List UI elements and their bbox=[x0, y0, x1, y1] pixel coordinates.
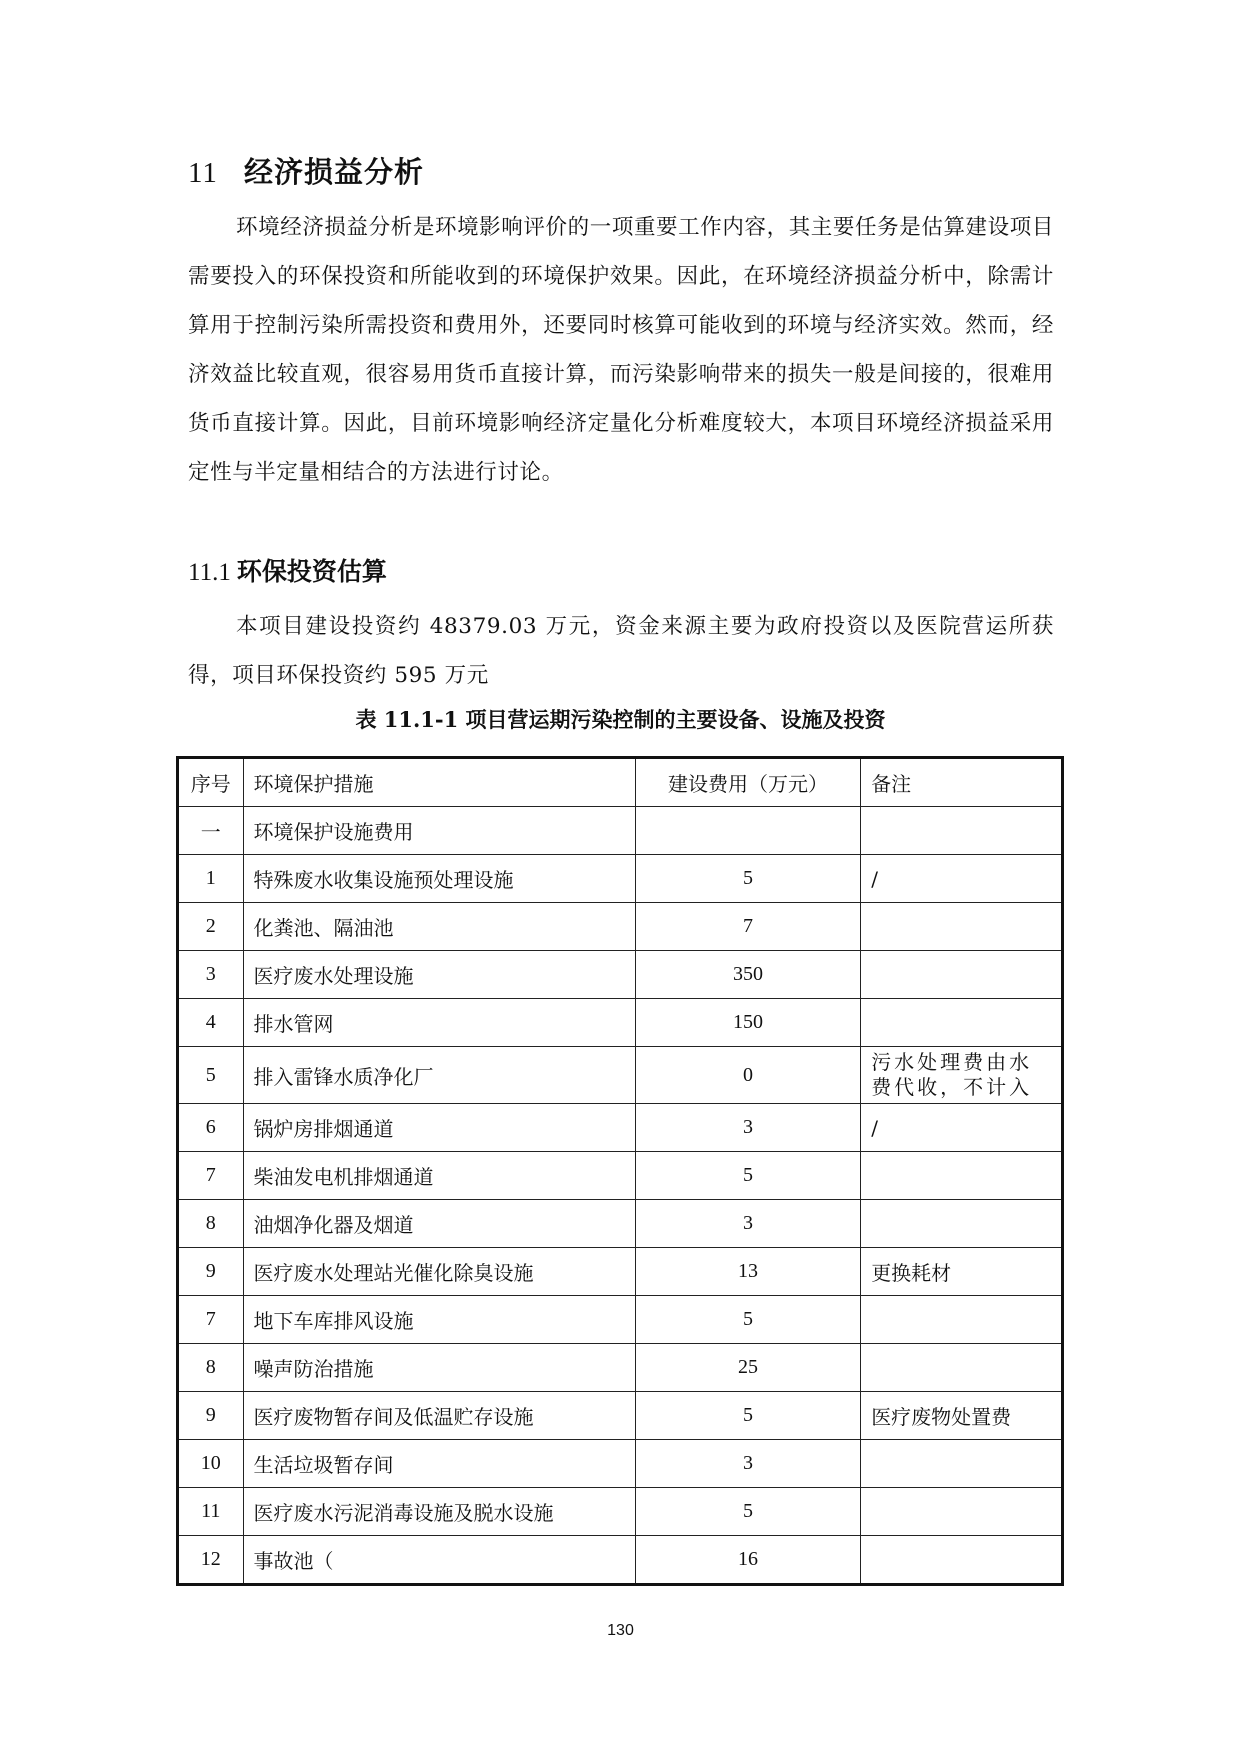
table-row bbox=[178, 807, 1063, 855]
cell-note: / bbox=[861, 1104, 1063, 1152]
investment-paragraph: 本项目建设投资约 48379.03 万元，资金来源主要为政府投资以及医院营运所获得，项目环保投资约 595 万元 bbox=[188, 614, 1054, 688]
header-cost: 建设费用（万元） bbox=[635, 758, 860, 807]
cell-cost: 25 bbox=[635, 1344, 860, 1392]
table-row bbox=[178, 855, 1063, 903]
cell-note bbox=[861, 951, 1063, 999]
table-row bbox=[178, 951, 1063, 999]
cell-cost: 5 bbox=[635, 1392, 860, 1440]
header-note: 备注 bbox=[861, 758, 1063, 807]
cell-index: 9 bbox=[178, 1248, 244, 1296]
cell-cost: 5 bbox=[635, 1296, 860, 1344]
cell-note bbox=[861, 1200, 1063, 1248]
cell-measure: 事故池（ bbox=[243, 1536, 635, 1585]
investment-table bbox=[176, 756, 1064, 1586]
cell-index: 8 bbox=[178, 1200, 244, 1248]
header-measure: 环境保护措施 bbox=[243, 758, 635, 807]
cell-cost: 3 bbox=[635, 1440, 860, 1488]
chapter-number: 11 bbox=[188, 157, 218, 189]
intro-paragraph: 环境经济损益分析是环境影响评价的一项重要工作内容，其主要任务是估算建设项目需要投入的环保投资和所能收到的环境保护效果。因此，在环境经济损益分析中，除需计算用于控制污染所需投资和费用外，还要同时核算可能收到的环境与经济实效。然而，经济效益比较直观，很容易用货币直接计算，而污染影响带来的损失一般是间接的，很难用货币直接计算。因此，目前环境影响经济定量化分析难度较大，本项目环境经济损益采用定性与半定量相结合的方法进行讨论。 bbox=[188, 215, 1054, 485]
table-header-row bbox=[178, 758, 1063, 807]
cell-note: 污水处理费由水费代收，不计入 bbox=[861, 1047, 1063, 1104]
cell-measure: 排入雷锋水质净化厂 bbox=[243, 1047, 635, 1104]
table-row bbox=[178, 1047, 1063, 1104]
cell-index: 8 bbox=[178, 1344, 244, 1392]
chapter-title: 经济损益分析 bbox=[243, 155, 424, 189]
cell-cost: 16 bbox=[635, 1536, 860, 1585]
cell-cost: 0 bbox=[635, 1047, 860, 1104]
cell-measure: 锅炉房排烟通道 bbox=[243, 1104, 635, 1152]
table-body bbox=[178, 807, 1063, 1585]
cell-cost: 3 bbox=[635, 1104, 860, 1152]
cell-index: 1 bbox=[178, 855, 244, 903]
cell-note bbox=[861, 1296, 1063, 1344]
cell-measure: 医疗废水污泥消毒设施及脱水设施 bbox=[243, 1488, 635, 1536]
table-row bbox=[178, 1104, 1063, 1152]
table-row bbox=[178, 1344, 1063, 1392]
cell-cost: 350 bbox=[635, 951, 860, 999]
cell-note bbox=[861, 807, 1063, 855]
cell-note bbox=[861, 999, 1063, 1047]
header-index: 序号 bbox=[178, 758, 244, 807]
cell-index: 4 bbox=[178, 999, 244, 1047]
cell-cost: 3 bbox=[635, 1200, 860, 1248]
table-row bbox=[178, 1248, 1063, 1296]
cell-cost: 150 bbox=[635, 999, 860, 1047]
section-heading bbox=[188, 552, 387, 588]
table-row bbox=[178, 1152, 1063, 1200]
table-row bbox=[178, 999, 1063, 1047]
cell-note bbox=[861, 903, 1063, 951]
cell-index: 9 bbox=[178, 1392, 244, 1440]
table-row bbox=[178, 1392, 1063, 1440]
cell-measure: 医疗废水处理站光催化除臭设施 bbox=[243, 1248, 635, 1296]
cell-measure: 特殊废水收集设施预处理设施 bbox=[243, 855, 635, 903]
table-row bbox=[178, 903, 1063, 951]
cell-index: 7 bbox=[178, 1152, 244, 1200]
cell-index: 11 bbox=[178, 1488, 244, 1536]
cell-measure: 地下车库排风设施 bbox=[243, 1296, 635, 1344]
section-number: 11.1 bbox=[188, 559, 231, 586]
cell-index: 2 bbox=[178, 903, 244, 951]
cell-measure: 环境保护设施费用 bbox=[243, 807, 635, 855]
cell-index: 3 bbox=[178, 951, 244, 999]
cell-index: 6 bbox=[178, 1104, 244, 1152]
table-row bbox=[178, 1488, 1063, 1536]
cell-measure: 医疗废物暂存间及低温贮存设施 bbox=[243, 1392, 635, 1440]
cell-cost: 5 bbox=[635, 1152, 860, 1200]
cell-index: 12 bbox=[178, 1536, 244, 1585]
cell-measure: 排水管网 bbox=[243, 999, 635, 1047]
cell-index: 10 bbox=[178, 1440, 244, 1488]
cell-index: 7 bbox=[178, 1296, 244, 1344]
page-number: 130 bbox=[607, 1622, 634, 1639]
cell-index: 一 bbox=[178, 807, 244, 855]
table-row bbox=[178, 1200, 1063, 1248]
cell-cost: 13 bbox=[635, 1248, 860, 1296]
cell-cost: 7 bbox=[635, 903, 860, 951]
cell-note bbox=[861, 1440, 1063, 1488]
cell-note bbox=[861, 1536, 1063, 1585]
cell-measure: 油烟净化器及烟道 bbox=[243, 1200, 635, 1248]
cell-note: / bbox=[861, 855, 1063, 903]
cell-note bbox=[861, 1488, 1063, 1536]
table-row bbox=[178, 1536, 1063, 1585]
cell-measure: 化粪池、隔油池 bbox=[243, 903, 635, 951]
cell-measure: 柴油发电机排烟通道 bbox=[243, 1152, 635, 1200]
chapter-heading bbox=[188, 150, 424, 191]
cell-cost: 5 bbox=[635, 1488, 860, 1536]
cell-note: 更换耗材 bbox=[861, 1248, 1063, 1296]
table-caption: 表 11.1-1 项目营运期污染控制的主要设备、设施及投资 bbox=[355, 707, 886, 732]
cell-measure: 生活垃圾暂存间 bbox=[243, 1440, 635, 1488]
table-row bbox=[178, 1440, 1063, 1488]
cell-cost bbox=[635, 807, 860, 855]
cell-note bbox=[861, 1344, 1063, 1392]
cell-cost: 5 bbox=[635, 855, 860, 903]
cell-note bbox=[861, 1152, 1063, 1200]
cell-measure: 噪声防治措施 bbox=[243, 1344, 635, 1392]
cell-note: 医疗废物处置费 bbox=[861, 1392, 1063, 1440]
cell-index: 5 bbox=[178, 1047, 244, 1104]
table-row bbox=[178, 1296, 1063, 1344]
cell-measure: 医疗废水处理设施 bbox=[243, 951, 635, 999]
section-title: 环保投资估算 bbox=[236, 557, 387, 586]
